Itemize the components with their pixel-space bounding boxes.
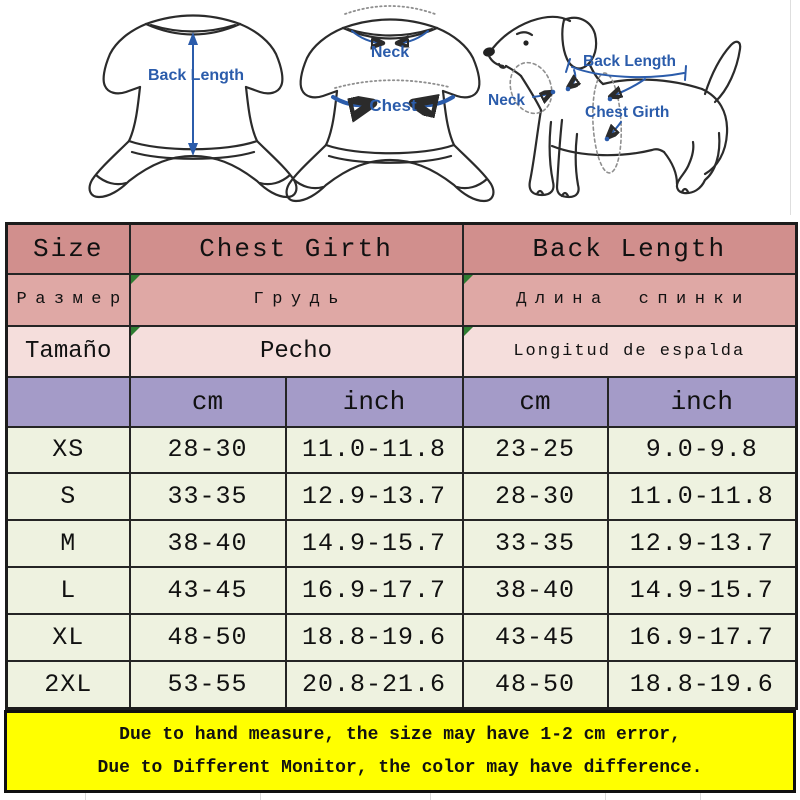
unit-back-cm: cm <box>463 377 608 427</box>
size-label-cell: L <box>7 567 130 614</box>
back-cm-cell: 23-25 <box>463 427 608 474</box>
header-en-back-length: Back Length <box>463 224 797 274</box>
back-inch-cell: 16.9-17.7 <box>608 614 797 661</box>
back-cm-cell: 33-35 <box>463 520 608 567</box>
header-en-size: Size <box>7 224 130 274</box>
chest-dotted-line <box>335 80 449 88</box>
size-table <box>5 222 798 710</box>
neck-dotted-arc <box>345 6 435 14</box>
back-inch-cell: 9.0-9.8 <box>608 427 797 474</box>
chest-inch-cell: 11.0-11.8 <box>286 427 463 474</box>
dog-chest-girth-label: Chest Girth <box>585 104 670 121</box>
cell-flag-icon <box>131 275 140 284</box>
neck-label: Neck <box>370 44 410 61</box>
size-row-xl <box>7 614 797 661</box>
size-label-cell: XS <box>7 427 130 474</box>
chest-inch-cell: 12.9-13.7 <box>286 473 463 520</box>
back-inch-cell: 12.9-13.7 <box>608 520 797 567</box>
back-length-label: Back Length <box>147 67 245 84</box>
measurement-diagram <box>0 0 800 218</box>
unit-chest-cm: cm <box>130 377 286 427</box>
unit-chest-inch: inch <box>286 377 463 427</box>
header-row-en <box>7 224 797 274</box>
disclaimer-line-1: Due to hand measure, the size may have 1-2 cm error, <box>119 725 681 746</box>
garment-back-view <box>90 16 297 198</box>
header-es-back: Longitud de espalda <box>463 326 797 377</box>
back-cm-cell: 48-50 <box>463 661 608 709</box>
dog-belly <box>552 146 664 155</box>
size-row-xs <box>7 427 797 474</box>
back-inch-cell: 14.9-15.7 <box>608 567 797 614</box>
size-label-cell: S <box>7 473 130 520</box>
cell-flag-icon <box>464 275 473 284</box>
header-es-chest: Pecho <box>130 326 463 377</box>
corner-empty-cell <box>7 377 130 427</box>
back-inch-cell: 18.8-19.6 <box>608 661 797 709</box>
disclaimer-banner <box>4 710 796 793</box>
dog-hind-leg <box>677 133 719 193</box>
size-label-cell: XL <box>7 614 130 661</box>
size-row-m <box>7 520 797 567</box>
chest-inch-cell: 18.8-19.6 <box>286 614 463 661</box>
disclaimer-line-2: Due to Different Monitor, the color may have difference. <box>97 757 703 778</box>
sheet-gridlines-strip <box>0 793 800 800</box>
chest-cm-cell: 38-40 <box>130 520 286 567</box>
dog-front-leg <box>530 110 554 195</box>
chest-inch-cell: 20.8-21.6 <box>286 661 463 709</box>
units-row <box>7 377 797 427</box>
cell-flag-icon <box>131 327 140 336</box>
size-label-cell: M <box>7 520 130 567</box>
cell-flag-icon <box>464 327 473 336</box>
dog-illustration <box>482 17 740 197</box>
chest-inch-cell: 14.9-15.7 <box>286 520 463 567</box>
chest-arrow-right <box>417 97 453 105</box>
size-row-2xl <box>7 661 797 709</box>
chest-cm-cell: 48-50 <box>130 614 286 661</box>
sheet-gridline <box>790 0 791 215</box>
chest-arrow-left <box>333 97 369 105</box>
header-ru-chest: Грудь <box>130 274 463 326</box>
chest-inch-cell: 16.9-17.7 <box>286 567 463 614</box>
header-ru-back: Длина спинки <box>463 274 797 326</box>
size-row-s <box>7 473 797 520</box>
garment-front-view <box>287 6 494 201</box>
chest-cm-cell: 28-30 <box>130 427 286 474</box>
dog-eye <box>523 40 528 45</box>
size-row-l <box>7 567 797 614</box>
chest-label: Chest <box>369 96 417 115</box>
back-cm-cell: 38-40 <box>463 567 608 614</box>
size-label-cell: 2XL <box>7 661 130 709</box>
header-row-es <box>7 326 797 377</box>
dog-neck-label: Neck <box>488 92 526 109</box>
unit-back-inch: inch <box>608 377 797 427</box>
back-inch-cell: 11.0-11.8 <box>608 473 797 520</box>
back-cm-cell: 28-30 <box>463 473 608 520</box>
neck-girth-dashed-ellipse <box>503 57 558 120</box>
chest-cm-cell: 53-55 <box>130 661 286 709</box>
dog-back-length-label: Back Length <box>583 53 677 70</box>
chest-cm-cell: 43-45 <box>130 567 286 614</box>
header-row-ru <box>7 274 797 326</box>
header-ru-size: Размер <box>7 274 130 326</box>
header-en-chest-girth: Chest Girth <box>130 224 463 274</box>
chest-girth-dashed-ellipse <box>590 72 623 173</box>
chest-cm-cell: 33-35 <box>130 473 286 520</box>
header-es-size: Tamaño <box>7 326 130 377</box>
back-cm-cell: 43-45 <box>463 614 608 661</box>
